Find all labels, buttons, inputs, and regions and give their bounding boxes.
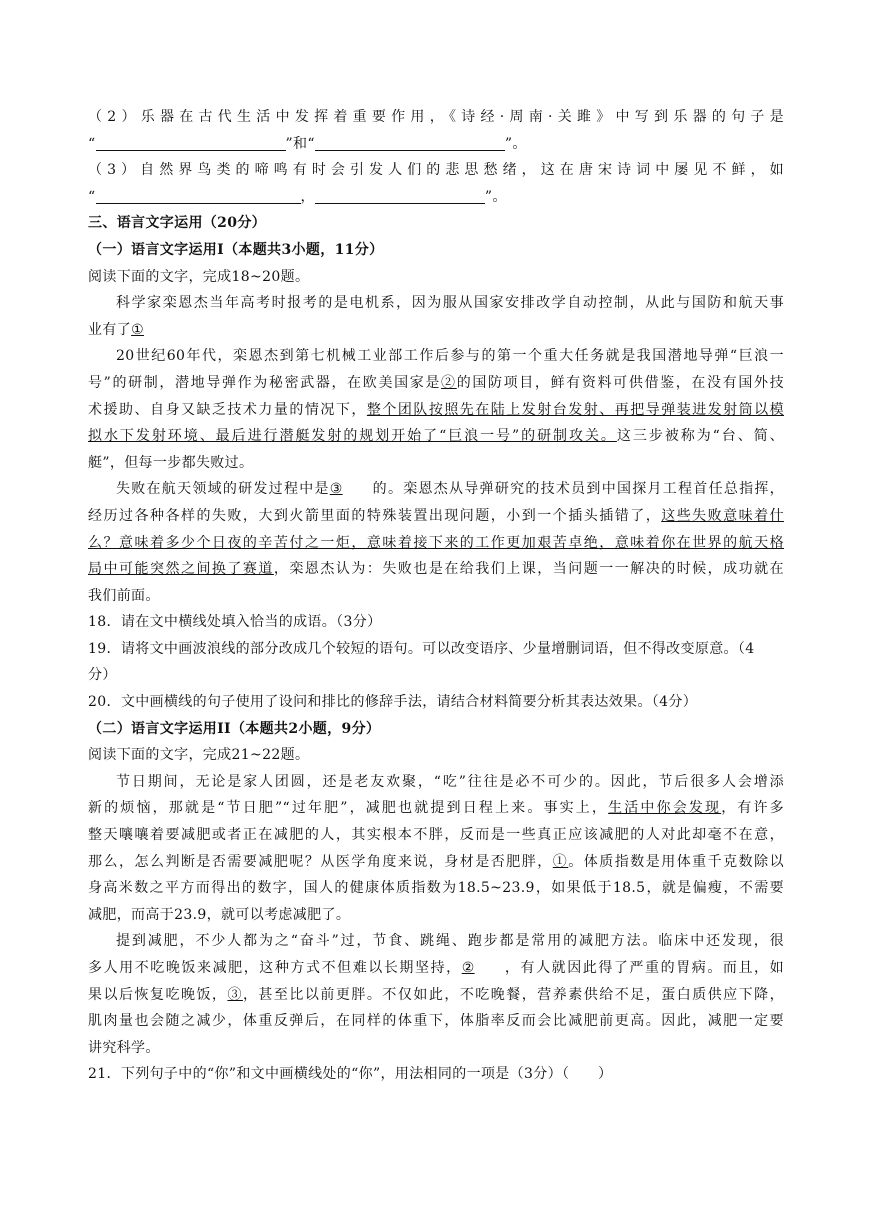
text: 新的烦恼，那就是“节日肥”“过年肥”，减肥也就提到日程上来。事实上， — [88, 800, 609, 817]
text: ，有许多 — [721, 800, 784, 817]
passage1-line — [88, 476, 784, 503]
question-19-cont: 分） — [88, 667, 117, 684]
passage1-line — [88, 317, 784, 344]
underlined-sentence: 这些失败意味着什 — [661, 507, 784, 524]
passage1-line — [88, 556, 784, 583]
open-quote: “ — [88, 135, 96, 152]
part2-title: （二）语言文字运用II（本题共2小题，9分） — [88, 720, 381, 737]
text: 的。栾恩杰从导弹研究的技术员到中国探月工程首任总指挥， — [371, 481, 784, 498]
passage1-line — [88, 397, 784, 424]
text: ，栾恩杰认为：失败也是在给我们上课，当问题一一解决的时候，成功就在 — [273, 561, 784, 578]
blank-3: ③ — [329, 481, 343, 498]
text: ，有人就因此得了严重的胃病。而且，如 — [503, 960, 784, 976]
blank-1: ① — [552, 853, 569, 870]
underlined-sentence: 么？意味着多少个日夜的辛苦付之一炬，意味着接下来的工作更加艰苦卓绝，意味着你在世界的航天格 — [88, 534, 784, 551]
text: 的国防项目，鲜有资料可供借鉴，在没有国外技 — [456, 374, 784, 391]
passage2-line — [88, 955, 784, 982]
passage2-line: 讲究科学。 — [88, 1039, 160, 1056]
passage1-line: 20世纪60年代，栾恩杰到第七机械工业部工作后参与的第一个重大任务就是我国潜地导弹“巨浪一 — [116, 348, 784, 365]
passage2-line — [88, 849, 784, 876]
q2-line1: （2）乐器在古代生活中发挥着重要作用，《诗经·周南·关雎》中写到乐器的句子是 — [88, 109, 784, 125]
separator: ”和“ — [285, 135, 315, 152]
text: 业有了 — [88, 321, 132, 338]
answer-blank[interactable] — [96, 134, 286, 151]
passage2-line: 提到减肥，不少人都为之“奋斗”过，节食、跳绳、跑步都是常用的减肥方法。临床中还发现，很 — [116, 933, 784, 950]
passage2-line — [88, 795, 784, 822]
blank-2: ② — [441, 374, 457, 391]
close-quote: ”。 — [484, 188, 507, 205]
text: 。体质指数是用体重千克数除以 — [568, 853, 784, 870]
separator: ， — [300, 188, 315, 205]
section-title: 三、语言文字运用（20分） — [88, 215, 267, 232]
wavy-underlined-text: 拟水下发射环境、最后进行潜艇发射的规划开始了“巨浪一号”的研制攻关。 — [88, 428, 617, 445]
underlined-sentence: 局中可能突然之间换了赛道 — [88, 561, 274, 578]
passage1-line — [88, 530, 784, 557]
passage2-line: 减肥，而高于23.9，就可以考虑减肥了。 — [88, 906, 351, 923]
passage1-line: 科学家栾恩杰当年高考时报考的是电机系，因为服从国家安排改学自动控制，从此与国防和航天事 — [116, 295, 784, 312]
text: 多人用不吃晚饭来减肥，这种方式不但难以长期坚持， — [88, 960, 462, 976]
passage2-line: 身高米数之平方而得出的数字，国人的健康体质指数为18.5~23.9，如果低于18.5，就是偏瘦，不需要 — [88, 880, 784, 897]
passage1-line — [88, 423, 784, 450]
part1-intro: 阅读下面的文字，完成18~20题。 — [88, 268, 310, 285]
text: 那么，怎么判断是否需要减肥呢？从医学角度来说，身材是否肥胖， — [88, 853, 553, 870]
exam-page — [88, 104, 784, 1088]
q3-line2 — [88, 184, 784, 211]
answer-blank[interactable] — [96, 187, 301, 204]
passage1-line — [88, 503, 784, 530]
text: 失败在航天领域的研发过程中是 — [116, 481, 330, 498]
question-20: 20．文中画横线的句子使用了设问和排比的修辞手法，请结合材料简要分析其表达效果。（4分） — [88, 694, 698, 711]
passage1-line: 艇”，但每一步都失败过。 — [88, 454, 254, 471]
part1-title: （一）语言文字运用Ⅰ（本题共3小题，11分） — [88, 241, 384, 258]
blank-1: ① — [131, 321, 144, 338]
part2-intro: 阅读下面的文字，完成21~22题。 — [88, 747, 310, 764]
text: 这三步被称为“台、简、 — [616, 428, 784, 445]
question-21: 21．下列句子中的“你”和文中画横线处的“你”，用法相同的一项是（3分）（ ） — [88, 1066, 613, 1083]
text: 号”的研制，潜地导弹作为秘密武器，在欧美国家是 — [88, 374, 442, 391]
text: 经历过各种各样的失败，大到火箭里面的特殊装置出现问题，小到一个插头插错了， — [88, 507, 662, 524]
text: 术援助、自身又缺乏技术力量的情况下， — [88, 401, 367, 418]
text: 果以后恢复吃晚饭， — [88, 986, 228, 1003]
answer-blank[interactable] — [315, 187, 485, 204]
question-18: 18．请在文中横线处填入恰当的成语。（3分） — [88, 614, 382, 631]
question-19: 19．请将文中画波浪线的部分改成几个较短的语句。可以改变语序、少量增删词语，但不得改变原意。（4 — [88, 640, 755, 657]
blank-3: ③ — [227, 986, 243, 1003]
answer-blank[interactable] — [315, 134, 505, 151]
passage2-line: 肌肉量也会随之减少，体重反弹后，在同样的体重下，体脂率反而会比减肥前更高。因此，减肥一定要 — [88, 1013, 784, 1030]
open-quote: “ — [88, 188, 96, 205]
passage2-line: 整天嚷嚷着要减肥或者正在减肥的人，其实根本不胖，反而是一些真正应该减肥的人对此却毫不在意， — [88, 827, 784, 844]
passage2-line — [88, 982, 784, 1009]
text: ，甚至比以前更胖。不仅如此，不吃晚餐，营养素供给不足，蛋白质供应下降， — [242, 986, 784, 1003]
passage1-line: 我们前面。 — [88, 587, 160, 604]
passage2-line: 节日期间，无论是家人团圆，还是老友欢聚，“吃”往往是必不可少的。因此，节后很多人会增添 — [116, 773, 784, 790]
passage1-line — [88, 370, 784, 397]
blank-2: ② — [461, 960, 475, 976]
q3-line1: （3）自然界鸟类的啼鸣有时会引发人们的悲思愁绪，这在唐宋诗词中屡见不鲜，如 — [88, 162, 784, 179]
underlined-phrase: 生活中你会发现 — [608, 800, 722, 817]
q2-line2 — [88, 131, 784, 158]
close-quote: ”。 — [504, 135, 527, 152]
wavy-underlined-text: 整个团队按照先在陆上发射台发射、再把导弹装进发射筒以模 — [366, 401, 784, 418]
